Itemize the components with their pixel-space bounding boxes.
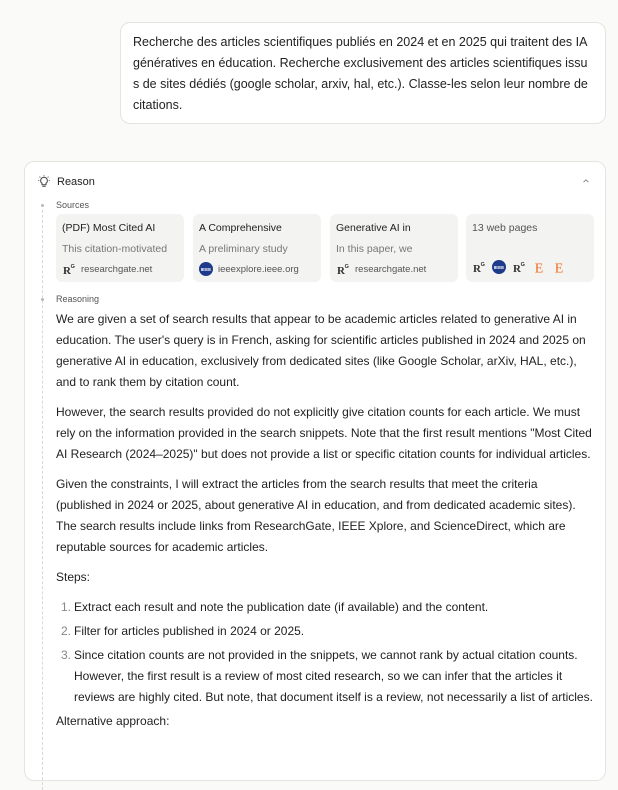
- steps-list: [56, 597, 596, 708]
- steps-label: Steps:: [56, 570, 91, 584]
- source-card-site: researchgate.net: [355, 263, 427, 275]
- reasoning-paragraph: Given the constraints, I will extract the articles from the search results that meet the criteria (published in 2024 or 2025, about generative AI in education, and from dedicated academic sites). The search results include links from ResearchGate, IEEE Xplore, and ScienceDirect, which are reputable sources for academic articles.: [56, 477, 576, 554]
- researchgate-icon: [472, 260, 486, 274]
- reasoning-bullet: [41, 298, 44, 301]
- svg-text:IEEE: IEEE: [493, 265, 505, 270]
- step-number: 3.: [61, 648, 72, 662]
- source-card-site: researchgate.net: [81, 263, 153, 275]
- researchgate-icon: [62, 262, 76, 276]
- alternative-approach-label: Alternative approach:: [56, 714, 170, 728]
- reasoning-label: Reasoning: [56, 294, 100, 304]
- step-item: [56, 621, 596, 642]
- svg-text:IEEE: IEEE: [200, 267, 212, 272]
- ieee-icon: [199, 262, 213, 276]
- svg-text:G: G: [70, 264, 75, 270]
- more-sources-label: 13 web pages: [472, 222, 538, 234]
- user-message-text: Recherche des articles scientifiques publiés en 2024 et en 2025 qui traitent des IA génératives en éducation. Recherche exclusivement des articles scientifiques issus de sites dédiés (google scholar, arxiv, hal, etc.). Classe-les selon leur nombre de citations.: [133, 35, 588, 112]
- svg-text:R: R: [473, 263, 481, 274]
- reason-panel: [24, 161, 606, 781]
- reason-panel-header[interactable]: [37, 174, 593, 190]
- svg-text:R: R: [513, 263, 521, 274]
- lightbulb-icon: [37, 175, 51, 189]
- svg-text:G: G: [520, 262, 525, 268]
- reasoning-paragraph: We are given a set of search results that appear to be academic articles related to generative AI in education. The user's query is in French, asking for scientific articles published in 2024 and 2025 on generative AI in education, exclusively from dedicated sites (like Google Scholar, arXiv, HAL, etc.), and to rank them by citation count.: [56, 312, 586, 389]
- sources-bullet: [41, 204, 44, 207]
- more-sources-card[interactable]: [466, 214, 594, 282]
- svg-text:E: E: [534, 261, 544, 274]
- step-text: Extract each result and note the publication date (if available) and the content.: [74, 600, 489, 614]
- svg-text:G: G: [344, 264, 349, 270]
- reasoning-paragraph: However, the search results provided do not explicitly give citation counts for each article. We must rely on the information provided in the search snippets. Note that the first result mentions "Most Cited AI Research (2024–2025)" but does not provide a list or specific citation counts for individual articles.: [56, 405, 592, 461]
- researchgate-icon: [336, 262, 350, 276]
- source-card-snippet: A preliminary study: [199, 243, 288, 255]
- ieee-icon: [492, 260, 506, 274]
- elsevier-icon: [532, 260, 546, 274]
- elsevier-icon: [552, 260, 566, 274]
- sources-row: [56, 214, 594, 282]
- step-number: 2.: [61, 624, 72, 638]
- source-card-site: ieeexplore.ieee.org: [218, 263, 299, 275]
- svg-text:E: E: [554, 261, 564, 274]
- tree-connector-line: [42, 210, 43, 790]
- source-card-snippet: This citation-motivated: [62, 243, 168, 255]
- step-item: [56, 645, 596, 708]
- source-card-title: Generative AI in: [336, 222, 411, 234]
- source-card-title: A Comprehensive: [199, 222, 282, 234]
- step-text: Since citation counts are not provided in the snippets, we cannot rank by actual citation counts. However, the first result is a review of most cited research, so we can infer that the articles it reviews are highly cited. But note, that document itself is a review, not necessarily a list of articles.: [74, 648, 593, 704]
- reasoning-content: [56, 309, 596, 741]
- more-sources-icons: [472, 260, 588, 274]
- svg-text:R: R: [63, 265, 71, 276]
- step-number: 1.: [61, 600, 72, 614]
- svg-text:R: R: [337, 265, 345, 276]
- source-card-3[interactable]: [330, 214, 458, 282]
- sources-label: Sources: [56, 200, 90, 210]
- source-card-2[interactable]: [193, 214, 321, 282]
- reason-title: Reason: [57, 176, 95, 188]
- chevron-up-icon[interactable]: [581, 176, 591, 186]
- source-card-title: (PDF) Most Cited AI: [62, 222, 156, 234]
- svg-text:G: G: [480, 262, 485, 268]
- researchgate-icon: [512, 260, 526, 274]
- user-message-bubble: [120, 22, 606, 124]
- source-card-1[interactable]: [56, 214, 184, 282]
- step-item: [56, 597, 596, 618]
- source-card-snippet: In this paper, we: [336, 243, 413, 255]
- step-text: Filter for articles published in 2024 or 2025.: [74, 624, 305, 638]
